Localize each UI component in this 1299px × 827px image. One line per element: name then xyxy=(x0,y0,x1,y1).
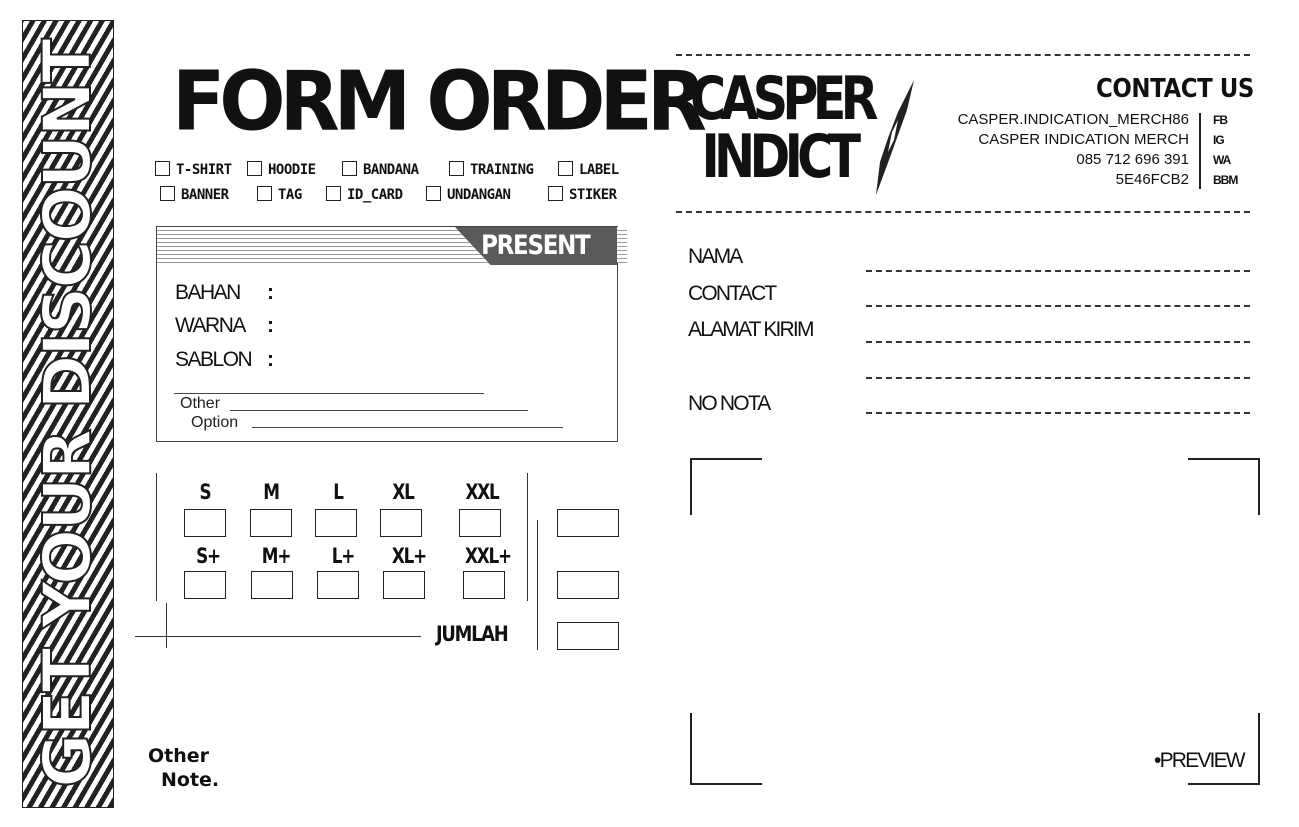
nama-input-line[interactable] xyxy=(866,270,1250,272)
header-dotted-top xyxy=(676,54,1250,56)
total-input-plus[interactable] xyxy=(557,571,619,599)
size-label-xl-plus: XL+ xyxy=(391,544,427,568)
brand-logo xyxy=(690,64,873,192)
size-label-m-plus: M+ xyxy=(261,544,291,568)
size-label-m: M xyxy=(263,480,279,504)
size-grid-left-line-lower xyxy=(166,603,167,648)
brand-slash-icon xyxy=(874,80,914,195)
checkbox-label: STIKER xyxy=(569,187,617,203)
checkbox-label: T-SHIRT xyxy=(176,162,232,178)
contact-bbm-tag: BBM xyxy=(1213,173,1238,187)
checkbox-hoodie[interactable] xyxy=(247,161,316,178)
other-note-label xyxy=(148,744,219,792)
present-box xyxy=(156,226,618,442)
header-dotted-bottom xyxy=(676,211,1250,213)
size-input-m-plus[interactable] xyxy=(251,571,293,599)
brand-line1: CASPER xyxy=(690,64,873,134)
other-note-line2: Note. xyxy=(161,769,220,791)
contact-wa-value: 085 712 696 391 xyxy=(1076,151,1189,168)
sablon-underline xyxy=(174,393,484,394)
checkbox-square[interactable] xyxy=(247,161,262,176)
nota-input-line[interactable] xyxy=(866,412,1250,414)
present-label: PRESENT xyxy=(480,230,589,261)
contact-ig-value: CASPER INDICATION MERCH xyxy=(978,131,1189,148)
other-input-line[interactable] xyxy=(230,410,528,411)
size-grid-left-line xyxy=(156,473,157,601)
brand-line2: INDICT xyxy=(701,122,856,192)
size-input-l-plus[interactable] xyxy=(317,571,359,599)
preview-label xyxy=(1154,749,1244,773)
form-title: FORM ORDER xyxy=(172,54,701,150)
size-label-s-plus: S+ xyxy=(196,544,220,568)
checkbox-label: BANDANA xyxy=(363,162,419,178)
checkbox-label: ID_CARD xyxy=(347,187,403,203)
contact-wa-tag: WA xyxy=(1213,153,1231,167)
discount-banner xyxy=(22,20,114,808)
checkbox-square[interactable] xyxy=(326,186,341,201)
total-input-regular[interactable] xyxy=(557,509,619,537)
contact-divider xyxy=(1199,113,1201,189)
checkbox-square[interactable] xyxy=(155,161,170,176)
checkbox-label-product[interactable] xyxy=(558,161,619,178)
field-warna-label: WARNA xyxy=(175,314,245,337)
size-label-l: L xyxy=(333,480,343,504)
size-input-xl[interactable] xyxy=(380,509,422,537)
jumlah-label: JUMLAH xyxy=(436,622,508,646)
size-input-s-plus[interactable] xyxy=(184,571,226,599)
total-input-jumlah[interactable] xyxy=(557,622,619,650)
field-bahan-label: BAHAN xyxy=(175,281,240,304)
checkbox-square[interactable] xyxy=(257,186,272,201)
size-input-xxl[interactable] xyxy=(459,509,501,537)
alamat-input-line-2[interactable] xyxy=(866,377,1250,379)
checkbox-label: LABEL xyxy=(579,162,619,178)
checkbox-label: UNDANGAN xyxy=(447,187,511,203)
contact-ig-tag: IG xyxy=(1213,133,1224,147)
contact-label: CONTACT xyxy=(688,282,776,305)
checkbox-square[interactable] xyxy=(548,186,563,201)
checkbox-undangan[interactable] xyxy=(426,186,510,203)
nama-label: NAMA xyxy=(688,245,742,268)
preview-corner-top-left xyxy=(690,458,762,515)
colon: : xyxy=(267,348,273,371)
discount-banner-text: GET YOUR DISCOUNT xyxy=(29,40,106,788)
field-warna[interactable] xyxy=(175,314,273,338)
checkbox-label: TRAINING xyxy=(470,162,534,178)
size-label-xxl-plus: XXL+ xyxy=(465,544,511,568)
contact-fb-tag: FB xyxy=(1213,113,1227,127)
contact-fb-value: CASPER.INDICATION_MERCH86 xyxy=(957,111,1189,128)
alamat-label: ALAMAT KIRIM xyxy=(688,318,813,341)
preview-corner-bottom-left xyxy=(690,713,762,785)
other-note-line1: Other xyxy=(148,745,210,767)
checkbox-square[interactable] xyxy=(342,161,357,176)
totals-divider-line xyxy=(537,520,538,650)
size-label-xxl: XXL xyxy=(465,480,499,504)
preview-corner-top-right xyxy=(1188,458,1260,515)
field-bahan[interactable] xyxy=(175,281,273,305)
checkbox-square[interactable] xyxy=(558,161,573,176)
size-input-m[interactable] xyxy=(250,509,292,537)
checkbox-id-card[interactable] xyxy=(326,186,403,203)
checkbox-label: TAG xyxy=(278,187,302,203)
size-input-xl-plus[interactable] xyxy=(383,571,425,599)
preview-bullet-icon: • xyxy=(1154,749,1160,772)
colon: : xyxy=(267,314,273,337)
preview-text: PREVIEW xyxy=(1159,749,1244,772)
other-label: Other xyxy=(180,395,221,412)
size-label-l-plus: L+ xyxy=(331,544,355,568)
option-input-line[interactable] xyxy=(252,427,563,428)
size-input-l[interactable] xyxy=(315,509,357,537)
colon: : xyxy=(267,281,273,304)
size-label-s: S xyxy=(199,480,211,504)
checkbox-label: HOODIE xyxy=(268,162,316,178)
size-grid-right-line xyxy=(527,473,528,601)
field-sablon-label: SABLON xyxy=(175,348,252,371)
contact-bbm-value: 5E46FCB2 xyxy=(1115,171,1189,188)
checkbox-stiker[interactable] xyxy=(548,186,617,203)
size-input-xxl-plus[interactable] xyxy=(463,571,505,599)
checkbox-bandana[interactable] xyxy=(342,161,419,178)
option-label: Option xyxy=(191,414,239,431)
jumlah-rule xyxy=(135,636,421,637)
checkbox-banner[interactable] xyxy=(160,186,229,203)
nota-label: NO NOTA xyxy=(688,392,770,415)
checkbox-training[interactable] xyxy=(449,161,533,178)
size-input-s[interactable] xyxy=(184,509,226,537)
alamat-input-line-1[interactable] xyxy=(866,341,1250,343)
contact-input-line[interactable] xyxy=(866,305,1250,307)
contact-title: CONTACT US xyxy=(1096,74,1254,104)
checkbox-label: BANNER xyxy=(181,187,229,203)
checkbox-tag[interactable] xyxy=(257,186,302,203)
checkbox-square[interactable] xyxy=(160,186,175,201)
field-sablon[interactable] xyxy=(175,348,273,372)
size-label-xl: XL xyxy=(392,480,414,504)
checkbox-tshirt[interactable] xyxy=(155,161,232,178)
checkbox-square[interactable] xyxy=(426,186,441,201)
checkbox-square[interactable] xyxy=(449,161,464,176)
